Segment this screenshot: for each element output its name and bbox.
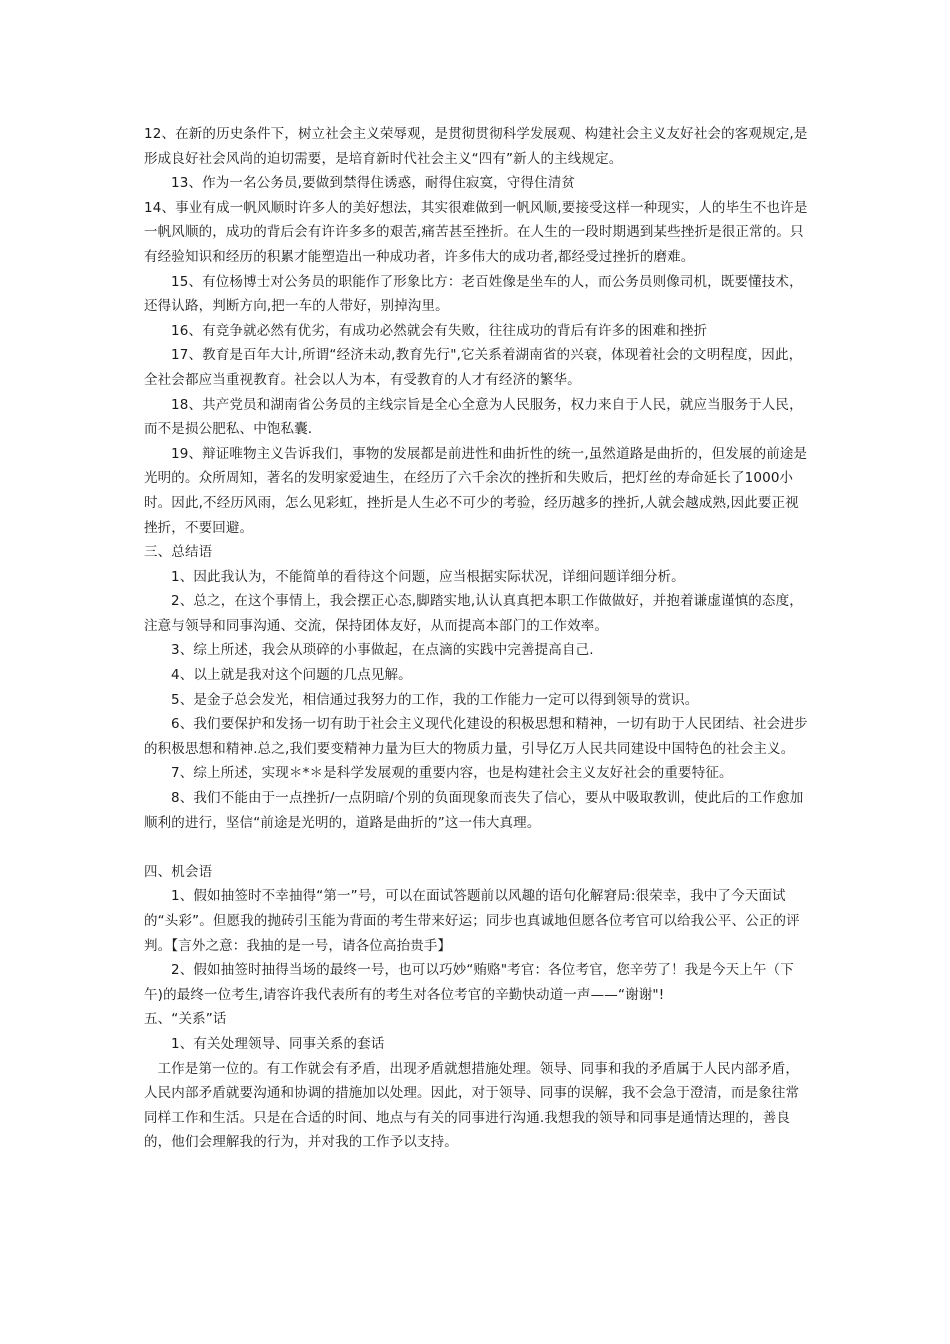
paragraph-item-19: 19、辩证唯物主义告诉我们，事物的发展都是前进性和曲折性的统一,虽然道路是曲折的，但发展的前途是光明的。众所周知，著名的发明家爱迪生，在经历了六千余次的挫折和失败后，把灯丝的寿命延长了1000小时。因此,不经历风雨，怎么见彩虹，挫折是人生必不可少的考验，经历越多的挫折,人就会越成熟,因此要正视挫折，不要回避。 <box>144 445 808 536</box>
paragraph-item-13: 13、作为一名公务员,要做到禁得住诱惑，耐得住寂寞，守得住清贫 <box>171 175 576 192</box>
paragraph-item-14: 14、事业有成一帆风顺时许多人的美好想法，其实很难做到一帆风顺,要接受这样一种现实，人的毕生不也许是一帆风顺的，成功的背后会有许许多多的艰苦,痛苦甚至挫折。在人生的一段时期遇到某些挫折是很正常的。只有经验知识和经历的积累才能塑造出一种成功者，许多伟大的成功者,都经受过挫折的磨难。 <box>144 199 808 265</box>
summary-item-6: 6、我们要保护和发扬一切有助于社会主义现代化建设的积极思想和精神，一切有助于人民团结、社会进步的积极思想和精神.总之,我们要变精神力量为巨大的物质力量，引导亿万人民共同建设中国特色的社会主义。 <box>144 716 808 757</box>
paragraph-item-12: 12、在新的历史条件下，树立社会主义荣辱观，是贯彻贯彻科学发展观、构建社会主义友好社会的客观规定,是形成良好社会风尚的迫切需要，是培育新时代社会主义“四有”新人的主线规定。 <box>144 126 808 167</box>
blank-line <box>144 835 808 860</box>
document-body <box>144 122 808 1155</box>
relations-paragraph: 工作是第一位的。有工作就会有矛盾，出现矛盾就想措施处理。领导、同事和我的矛盾属于人民内部矛盾，人民内部矛盾就要沟通和协调的措施加以处理。因此，对于领导、同事的误解，我不会急于澄清，而是象往常同样工作和生活。只是在合适的时间、地点与有关的同事进行沟通.我想我的领导和同事是通情达理的，善良的，他们会理解我的行为，并对我的工作予以支持。 <box>144 1060 800 1151</box>
summary-item-1: 1、因此我认为，不能简单的看待这个问题，应当根据实际状况，详细问题详细分析。 <box>171 568 685 585</box>
section-heading-summary: 三、总结语 <box>144 544 213 561</box>
paragraph-item-15: 15、有位杨博士对公务员的职能作了形象比方：老百姓像是坐车的人，而公务员则像司机，既要懂技术，还得认路，判断方向,把一车的人带好，别掉沟里。 <box>144 273 803 315</box>
summary-item-2: 2、总之，在这个事情上，我会摆正心态,脚踏实地,认认真真把本职工作做做好，并抱着谦虚谨慎的态度，注意与领导和同事沟通、交流，保持团体友好，从而提高本部门的工作效率。 <box>144 593 803 634</box>
section-heading-relations: 五、“关系”话 <box>144 1011 227 1028</box>
summary-item-4: 4、以上就是我对这个问题的几点见解。 <box>171 667 412 684</box>
summary-item-3: 3、综上所述，我会从琐碎的小事做起，在点滴的实践中完善提高自己. <box>171 642 594 659</box>
section-heading-opportunity: 四、机会语 <box>144 863 213 880</box>
relations-subheading: 1、有关处理领导、同事关系的套话 <box>171 1035 385 1052</box>
summary-item-7: 7、综上所述，实现＊*＊是科学发展观的重要内容，也是构建社会主义友好社会的重要特征。 <box>171 765 733 782</box>
paragraph-item-16: 16、有竞争就必然有优劣，有成功必然就会有失败，往往成功的背后有许多的困难和挫折 <box>171 322 708 339</box>
opportunity-item-2: 2、假如抽签时抽得当场的最终一号，也可以巧妙“贿赂"考官：各位考官，您辛劳了！我是今天上午（下午)的最终一位考生,请容许我代表所有的考生对各位考官的辛勤快动道一声——“谢谢"! <box>144 962 794 1003</box>
summary-item-8: 8、我们不能由于一点挫折/一点阴暗/个别的负面现象而丧失了信心，要从中吸取教训，使此后的工作愈加顺利的进行，坚信“前途是光明的，道路是曲折的”这一伟大真理。 <box>144 790 804 831</box>
paragraph-item-17: 17、教育是百年大计,所谓“经济未动,教育先行",它关系着湖南省的兴衰，体现着社会的文明程度，因此，全社会都应当重视教育。社会以人为本，有受教育的人才有经济的繁华。 <box>144 347 803 388</box>
opportunity-item-1: 1、假如抽签时不幸抽得“第一”号，可以在面试答题前以风趣的语句化解窘局:很荣幸，我中了今天面试的“头彩”。但愿我的抛砖引玉能为背面的考生带来好运；同步也真诚地但愿各位考官可以给我公平、公正的评判。【言外之意：我抽的是一号，请各位高抬贵手】 <box>144 888 800 954</box>
summary-item-5: 5、是金子总会发光，相信通过我努力的工作，我的工作能力一定可以得到领导的赏识。 <box>171 691 699 708</box>
paragraph-item-18: 18、共产党员和湖南省公务员的主线宗旨是全心全意为人民服务，权力来自于人民，就应当服务于人民，而不是损公肥私、中饱私囊. <box>144 396 803 438</box>
